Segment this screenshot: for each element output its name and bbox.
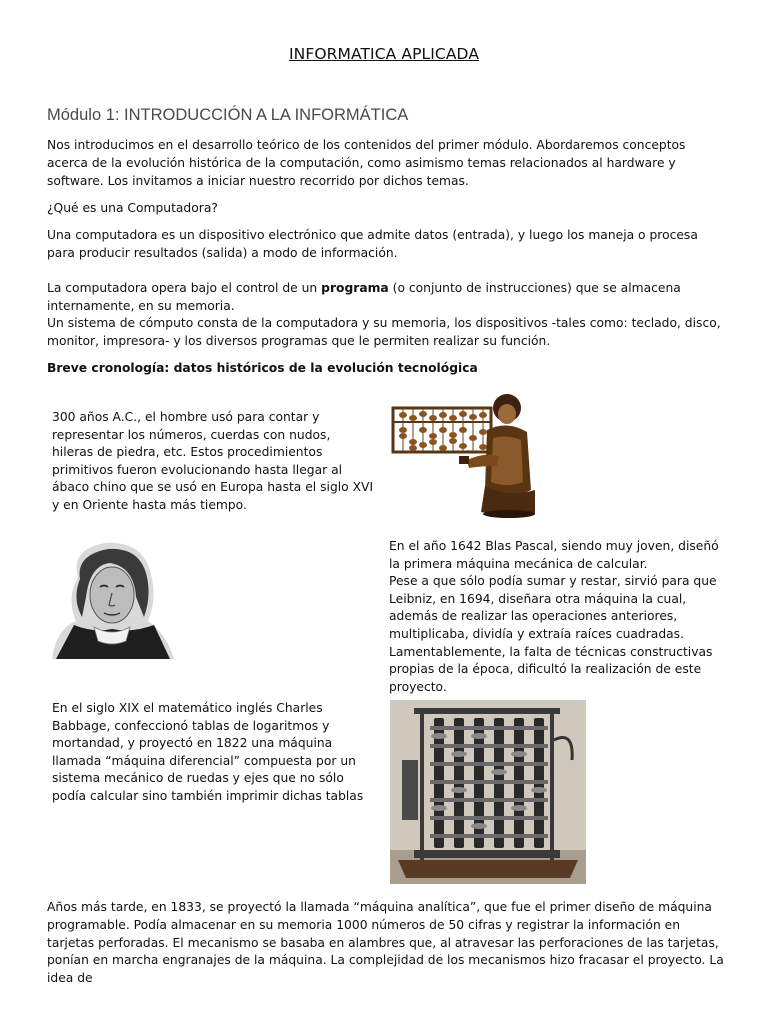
program-text-after: (o conjunto de instrucciones) que se almacena internamente, en su memoria. xyxy=(47,281,681,313)
program-text-before: La computadora opera bajo el control de un xyxy=(47,281,322,295)
pascal-portrait-image xyxy=(50,537,178,663)
pascal-text xyxy=(389,538,719,696)
definition-paragraph: Una computadora es un dispositivo electrónico que admite datos (entrada), y luego los maneja o procesa para producir resultados (salida) a modo de información. xyxy=(47,228,698,260)
analytic-engine-paragraph: Años más tarde, en 1833, se proyectó la llamada “máquina analítica”, que fue el primer diseño de máquina programable. Podía almacenar en su memoria 1000 números de 50 cifras y registrar la información en tarjetas perforadas. El mecanismo se basaba en alambres que, al atravesar las perforaciones de las tarjetas, ponían en marcha engranajes de la máquina. La complejidad de los mecanismos hizo fracasar el proyecto. La idea de xyxy=(47,900,724,986)
intro-paragraph: Nos introducimos en el desarrollo teórico de los contenidos del primer módulo. Abordaremos conceptos acerca de la evolución histórica de la computación, como asimismo temas relacionados al hardware y software. Los invitamos a iniciar nuestro recorrido por dichos temas. xyxy=(47,138,686,188)
pascal-text-second: Pese a que sólo podía sumar y restar, sirvió para que Leibniz, en 1694, diseñara otra máquina la cual, además de realizar las operaciones anteriores, multiplicaba, dividía y extraía raíces cuadradas. Lamentablemente, la falta de técnicas constructivas propias de la época, dificultó la realización de este proyecto. xyxy=(389,574,717,694)
system-paragraph: Un sistema de cómputo consta de la computadora y su memoria, los dispositivos -tales como: teclado, disco, monitor, impresora- y los diversos programas que le permiten realizar su función. xyxy=(47,316,721,348)
page-title: INFORMATICA APLICADA xyxy=(288,45,480,63)
abacus-figure-image xyxy=(389,390,539,518)
pascal-text-first: En el año 1642 Blas Pascal, siendo muy joven, diseñó la primera máquina mecánica de calcular. xyxy=(389,539,719,571)
difference-engine-image xyxy=(390,700,586,884)
question-line: ¿Qué es una Computadora? xyxy=(47,201,218,215)
chronology-heading: Breve cronología: datos históricos de la evolución tecnológica xyxy=(47,361,478,375)
babbage-text: En el siglo XIX el matemático inglés Charles Babbage, confeccionó tablas de logaritmos y mortandad, y proyectó en 1822 una máquina llamada “máquina diferencial” compuesta por un sistema mecánico de ruedas y ejes que no sólo podía calcular sino también imprimir dichas tablas xyxy=(52,701,364,803)
module-heading: Módulo 1: INTRODUCCIÓN A LA INFORMÁTICA xyxy=(47,106,409,124)
program-bold-word: programa xyxy=(321,281,389,295)
abacus-text: 300 años A.C., el hombre usó para contar y representar los números, cuerdas con nudos, hileras de piedra, etc. Estos procedimientos primitivos fueron evolucionando hasta llegar al ábaco chino que se usó en Europa hasta el siglo XVI y en Oriente hasta más tiempo. xyxy=(52,410,374,512)
program-paragraph xyxy=(47,279,727,315)
